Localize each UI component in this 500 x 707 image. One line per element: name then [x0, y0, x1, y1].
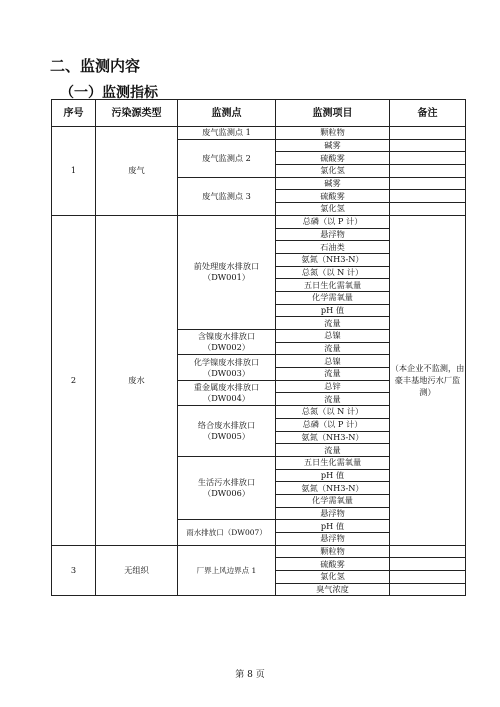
- cell-monitoring-item: 氨氮（NH3-N）: [276, 431, 390, 444]
- table-header-row: [52, 100, 466, 127]
- cell-monitoring-point: [178, 520, 276, 545]
- cell-monitoring-item: 氨氮（NH3-N）: [276, 253, 390, 266]
- monitoring-point-line: 络合废水排放口: [197, 420, 256, 430]
- cell-monitoring-point: [178, 406, 276, 457]
- monitoring-point-line: 废气监测点 2: [202, 152, 251, 163]
- cell-monitoring-item: 石油类: [276, 241, 390, 254]
- cell-monitoring-item: 悬浮物: [276, 228, 390, 241]
- monitoring-point-line: （DW004）: [203, 392, 250, 403]
- cell-monitoring-item: 化学需氧量: [276, 291, 390, 304]
- cell-remark-empty: [390, 583, 466, 596]
- cell-monitoring-point: [178, 215, 276, 329]
- header-monitoring-point: 监测点: [178, 100, 276, 127]
- monitoring-point-line: 雨水排放口（DW007）: [186, 528, 267, 537]
- cell-monitoring-point: [178, 330, 276, 355]
- cell-remark-empty: [390, 165, 466, 178]
- cell-monitoring-point: [178, 456, 276, 519]
- monitoring-point-line: （DW002）: [203, 342, 250, 353]
- cell-monitoring-item: pH 值: [276, 520, 390, 533]
- monitoring-point-line: 废气监测点 1: [202, 127, 251, 138]
- monitoring-point-line: （DW006）: [203, 488, 250, 499]
- cell-remark-empty: [390, 571, 466, 584]
- table-row: [52, 215, 466, 228]
- cell-monitoring-item: 总磷（以 P 计）: [276, 215, 390, 228]
- cell-monitoring-item: 流量: [276, 368, 390, 381]
- monitoring-point-line: 生活污水排放口: [197, 477, 256, 488]
- header-seq: 序号: [52, 100, 96, 127]
- page-number: 第 8 页: [235, 670, 265, 680]
- monitoring-point-line: 重金属废水排放口: [193, 381, 260, 392]
- cell-monitoring-item: 硫酸雾: [276, 190, 390, 203]
- cell-remark-empty: [390, 139, 466, 152]
- cell-monitoring-item: 五日生化需氧量: [276, 279, 390, 292]
- cell-monitoring-item: 臭气浓度: [276, 583, 390, 596]
- monitoring-indicator-table: [51, 99, 466, 596]
- cell-source-type: 废水: [96, 215, 178, 545]
- cell-monitoring-point: [178, 380, 276, 405]
- cell-monitoring-item: 总氮（以 N 计）: [276, 406, 390, 419]
- cell-monitoring-item: 总锌: [276, 380, 390, 393]
- cell-monitoring-item: 流量: [276, 393, 390, 406]
- cell-monitoring-point: [178, 545, 276, 596]
- cell-monitoring-item: 氯化氢: [276, 571, 390, 584]
- cell-monitoring-item: pH 值: [276, 469, 390, 482]
- cell-remark-empty: [390, 127, 466, 140]
- cell-monitoring-item: 总镍: [276, 330, 390, 343]
- cell-monitoring-item: 化学需氧量: [276, 494, 390, 507]
- table-row: [52, 127, 466, 140]
- cell-source-type: 废气: [96, 127, 178, 216]
- table-row: [52, 545, 466, 558]
- cell-monitoring-item: 氯化氢: [276, 165, 390, 178]
- cell-monitoring-item: 总镍: [276, 355, 390, 368]
- header-remark: 备注: [390, 100, 466, 127]
- cell-monitoring-item: 碱雾: [276, 139, 390, 152]
- cell-monitoring-item: 流量: [276, 444, 390, 457]
- cell-monitoring-item: 硫酸雾: [276, 152, 390, 165]
- cell-remark-empty: [390, 558, 466, 571]
- monitoring-point-line: （DW001）: [203, 272, 250, 283]
- cell-monitoring-item: 流量: [276, 342, 390, 355]
- cell-seq: 2: [52, 215, 96, 545]
- cell-remark-empty: [390, 177, 466, 190]
- subsection-title: （一）监测指标: [60, 85, 158, 101]
- monitoring-point-line: （DW005）: [203, 431, 250, 441]
- section-title: 二、监测内容: [50, 57, 141, 75]
- monitoring-point-line: 废气监测点 3: [202, 190, 251, 201]
- header-monitoring-item: 监测项目: [276, 100, 390, 127]
- cell-monitoring-point: [178, 177, 276, 215]
- cell-monitoring-item: 颗粒物: [276, 545, 390, 558]
- cell-monitoring-item: 总氮（以 N 计）: [276, 266, 390, 279]
- cell-remark-empty: [390, 152, 466, 165]
- cell-monitoring-item: 五日生化需氧量: [276, 456, 390, 469]
- cell-monitoring-item: 颗粒物: [276, 127, 390, 140]
- monitoring-point-line: 含镍废水排放口: [197, 331, 256, 342]
- cell-remark-empty: [390, 545, 466, 558]
- cell-monitoring-item: pH 值: [276, 304, 390, 317]
- monitoring-point-line: 化学镍废水排放口: [193, 356, 260, 367]
- header-source-type: 污染源类型: [96, 100, 178, 127]
- cell-source-type: 无组织: [96, 545, 178, 596]
- cell-seq: 3: [52, 545, 96, 596]
- cell-seq: 1: [52, 127, 96, 216]
- cell-monitoring-point: [178, 127, 276, 140]
- cell-monitoring-point: [178, 139, 276, 177]
- table-body: [52, 127, 466, 596]
- cell-monitoring-item: 总磷（以 P 计）: [276, 418, 390, 431]
- cell-remark: （本企业不监测，由豪丰基地污水厂监测）: [390, 215, 466, 545]
- cell-monitoring-item: 悬浮物: [276, 507, 390, 520]
- cell-monitoring-item: 氯化氢: [276, 203, 390, 216]
- cell-remark-empty: [390, 190, 466, 203]
- monitoring-point-line: 前处理废水排放口: [193, 261, 260, 272]
- cell-monitoring-item: 流量: [276, 317, 390, 330]
- cell-remark-empty: [390, 203, 466, 216]
- cell-monitoring-item: 碱雾: [276, 177, 390, 190]
- cell-monitoring-item: 硫酸雾: [276, 558, 390, 571]
- cell-monitoring-item: 悬浮物: [276, 533, 390, 546]
- monitoring-point-line: 厂界上风边界点 1: [196, 566, 257, 576]
- cell-monitoring-point: [178, 355, 276, 380]
- cell-monitoring-item: 氨氮（NH3-N）: [276, 482, 390, 495]
- monitoring-point-line: （DW003）: [203, 367, 250, 378]
